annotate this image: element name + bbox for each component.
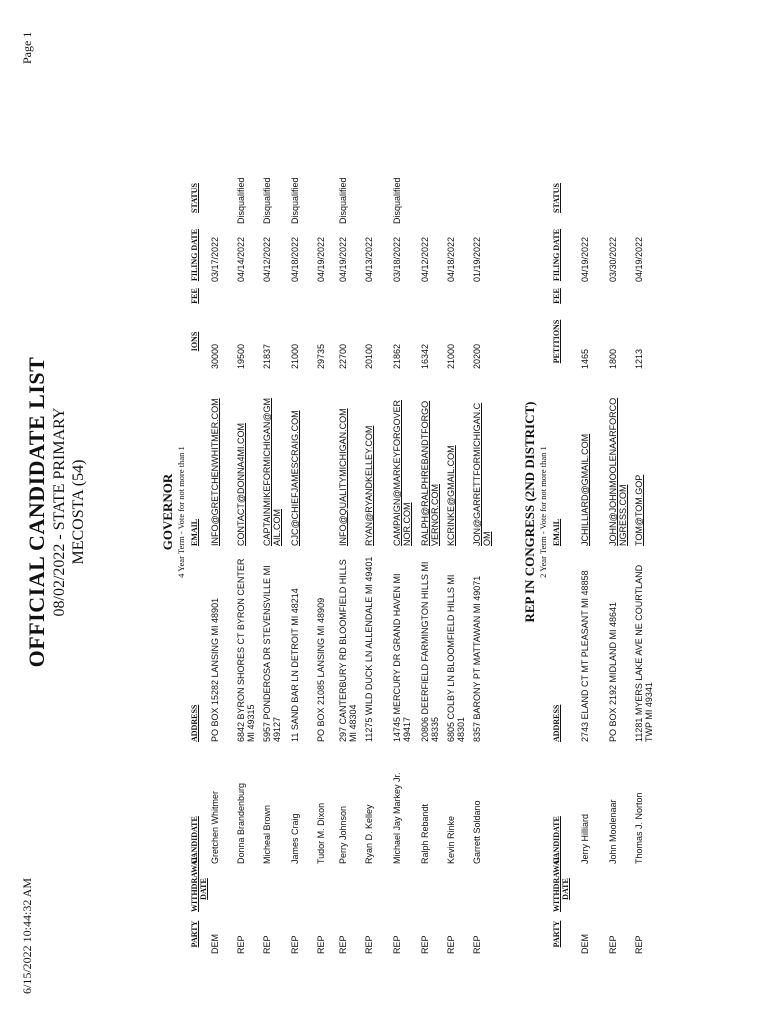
- congress-row-sigs: 1213: [634, 348, 644, 369]
- governor-row-address: 14745 MERCURY DR GRAND HAVEN MI 49417: [392, 573, 412, 742]
- governor-header-filing: FILING DATE: [190, 228, 199, 282]
- congress-row-address: 11281 MYERS LAKE AVE NE COURTLAND TWP MI 49341: [634, 564, 654, 742]
- congress-row-party: REP: [634, 935, 644, 954]
- governor-title: GOVERNOR: [160, 473, 175, 551]
- governor-term: 4 Year Term - Vote for not more than 1: [176, 446, 186, 578]
- governor-row-candidate: Michael Jay Markey Jr.: [392, 772, 402, 864]
- governor-row-sigs: 20100: [364, 343, 374, 369]
- governor-row-status: Disqualified: [262, 177, 272, 224]
- congress-row-email[interactable]: TOM@TOM.GOP: [634, 474, 644, 546]
- governor-row-party: REP: [364, 935, 374, 954]
- governor-row-email[interactable]: CAMPAIGN@MARKEYFORGOVERNOR.COM: [392, 400, 412, 546]
- congress-row-candidate: John Moolenaar: [608, 799, 618, 864]
- governor-row-candidate: Garrett Soldano: [472, 800, 482, 864]
- governor-row-filing: 04/14/2022: [236, 236, 246, 282]
- congress-header-sigs: PETITIONS: [552, 319, 561, 364]
- congress-header-email: EMAIL: [552, 518, 561, 546]
- governor-header-fee: FEE: [190, 288, 199, 304]
- governor-row-party: REP: [392, 935, 402, 954]
- document-title-block: [24, 0, 88, 1024]
- governor-row-filing: 04/19/2022: [316, 236, 326, 282]
- governor-row-filing: 04/18/2022: [446, 236, 456, 282]
- congress-row-email[interactable]: JOHN@JOHNMOOLENAARFORCONGRESS.COM: [608, 397, 628, 546]
- print-timestamp: 6/15/2022 10:44:32 AM: [20, 877, 34, 994]
- congress-row-sigs: 1465: [580, 348, 590, 369]
- congress-row-email[interactable]: JCHILLIARD@GMAIL.COM: [580, 433, 590, 546]
- congress-header-address: ADDRESS: [552, 704, 561, 742]
- governor-row-email[interactable]: JON@GARRETTFORMICHIGAN.COM: [472, 402, 492, 546]
- congress-row-filing: 04/19/2022: [634, 236, 644, 282]
- governor-row-party: REP: [472, 935, 482, 954]
- governor-row-email[interactable]: CJC@CHIEFJAMESCRAIG.COM: [290, 410, 300, 546]
- governor-row-sigs: 21862: [392, 343, 402, 369]
- governor-row-filing: 04/13/2022: [364, 236, 374, 282]
- governor-row-candidate: Perry Johnson: [338, 805, 348, 864]
- governor-row-email[interactable]: KCRINKE@GMAIL.COM: [446, 445, 456, 546]
- governor-row-status: Disqualified: [236, 177, 246, 224]
- governor-row-candidate: Donna Brandenburg: [236, 782, 246, 864]
- governor-header-status: STATUS: [190, 183, 199, 213]
- congress-header-party: PARTY: [552, 920, 561, 948]
- congress-title: REP IN CONGRESS (2ND DISTRICT): [522, 401, 537, 623]
- governor-row-status: Disqualified: [338, 177, 348, 224]
- governor-row-filing: 04/18/2022: [290, 236, 300, 282]
- governor-row-sigs: 22700: [338, 343, 348, 369]
- governor-row-candidate: Ralph Rebandt: [420, 803, 430, 864]
- governor-row-filing: 04/12/2022: [420, 236, 430, 282]
- governor-row-party: REP: [338, 935, 348, 954]
- governor-row-party: REP: [262, 935, 272, 954]
- governor-header-withdrawal: WITHDRAWAL DATE: [190, 854, 208, 912]
- governor-row-email[interactable]: INFO@GRETCHENWHITMER.COM: [210, 398, 220, 546]
- congress-term: 2 Year Term - Vote for not more than 1: [538, 446, 548, 578]
- governor-row-status: Disqualified: [290, 177, 300, 224]
- governor-row-party: REP: [446, 935, 456, 954]
- congress-row-address: PO BOX 2192 MIDLAND MI 48641: [608, 601, 618, 742]
- governor-row-sigs: 21000: [446, 343, 456, 369]
- governor-row-sigs: 30000: [210, 343, 220, 369]
- governor-row-sigs: 16342: [420, 343, 430, 369]
- governor-row-address: 20806 DEERFIELD FARMINGTON HILLS MI 48335: [420, 561, 440, 742]
- governor-row-sigs: 19500: [236, 343, 246, 369]
- governor-row-sigs: 21837: [262, 343, 272, 369]
- governor-row-address: 8357 BARONY PT MATTAWAN MI 49071: [472, 575, 482, 742]
- governor-row-candidate: Gretchen Whitmer: [210, 790, 220, 864]
- governor-row-sigs: 20200: [472, 343, 482, 369]
- governor-row-filing: 04/12/2022: [262, 236, 272, 282]
- governor-row-filing: 04/19/2022: [338, 236, 348, 282]
- congress-row-address: 2743 ELAND CT MT PLEASANT MI 48858: [580, 570, 590, 742]
- governor-header-address: ADDRESS: [190, 704, 199, 742]
- page-number: Page 1: [20, 31, 34, 64]
- governor-row-party: REP: [316, 935, 326, 954]
- governor-row-party: REP: [290, 935, 300, 954]
- county-name: MECOSTA (54): [70, 459, 87, 565]
- congress-row-candidate: Jerry Hilliard: [580, 813, 590, 864]
- governor-row-candidate: Ryan D. Kelley: [364, 804, 374, 864]
- governor-row-email[interactable]: RYAN@RYANDKELLEY.COM: [364, 425, 374, 546]
- congress-row-party: DEM: [580, 934, 590, 954]
- governor-row-sigs: 29735: [316, 343, 326, 369]
- governor-row-address: 11275 WILD DUCK LN ALLENDALE MI 49401: [364, 556, 374, 742]
- congress-row-filing: 04/19/2022: [580, 236, 590, 282]
- governor-row-email[interactable]: CAPTAINMIKEFORMICHIGAN@GMAIL.COM: [262, 398, 282, 546]
- congress-row-candidate: Thomas J. Norton: [634, 792, 644, 864]
- governor-row-email[interactable]: INFO@QUALITYMICHIGAN.COM: [338, 408, 348, 546]
- governor-header-candidate: CANDIDATE: [190, 816, 199, 864]
- congress-row-sigs: 1800: [608, 348, 618, 369]
- election-name: 08/02/2022 - STATE PRIMARY: [51, 407, 68, 617]
- governor-row-email[interactable]: CONTACT@DONNA4MI.COM: [236, 423, 246, 546]
- governor-row-party: DEM: [210, 934, 220, 954]
- governor-row-address: 297 CANTERBURY RD BLOOMFIELD HILLS MI 48304: [338, 559, 358, 742]
- governor-row-filing: 03/18/2022: [392, 236, 402, 282]
- congress-header-status: STATUS: [552, 183, 561, 213]
- congress-header-candidate: CANDIDATE: [552, 816, 561, 864]
- governor-row-party: REP: [236, 935, 246, 954]
- congress-header-withdrawal: WITHDRAWAL DATE: [552, 854, 570, 912]
- governor-row-address: PO BOX 15282 LANSING MI 48901: [210, 597, 220, 742]
- governor-row-status: Disqualified: [392, 177, 402, 224]
- governor-row-candidate: Kevin Rinke: [446, 815, 456, 864]
- document-title: OFFICIAL CANDIDATE LIST: [24, 356, 49, 668]
- governor-row-party: REP: [420, 935, 430, 954]
- governor-row-candidate: Micheal Brown: [262, 804, 272, 864]
- congress-header-filing: FILING DATE: [552, 228, 561, 282]
- governor-header-email: EMAIL: [190, 518, 199, 546]
- governor-row-address: 6842 BYRON SHORES CT BYRON CENTER MI 49315: [236, 558, 256, 742]
- governor-row-address: 11 SAND BAR LN DETROIT MI 48214: [290, 588, 300, 742]
- governor-row-filing: 01/19/2022: [472, 236, 482, 282]
- governor-row-address: 5957 PONDEROSA DR STEVENSVILLE MI 49127: [262, 565, 282, 742]
- congress-header-fee: FEE: [552, 288, 561, 304]
- governor-row-address: 6805 COLBY LN BLOOMFIELD HILLS MI 48301: [446, 574, 466, 742]
- governor-row-candidate: Tudor M. Dixon: [316, 802, 326, 864]
- governor-row-address: PO BOX 21085 LANSING MI 48909: [316, 597, 326, 742]
- governor-header-party: PARTY: [190, 920, 199, 948]
- congress-row-party: REP: [608, 935, 618, 954]
- congress-row-filing: 03/30/2022: [608, 236, 618, 282]
- governor-header-sigs: IONS: [190, 331, 199, 352]
- governor-row-sigs: 21000: [290, 343, 300, 369]
- governor-row-email[interactable]: RALPH@RALPHREBANDTFORGOVERNOR.COM: [420, 400, 440, 546]
- governor-row-filing: 03/17/2022: [210, 236, 220, 282]
- governor-row-candidate: James Craig: [290, 813, 300, 864]
